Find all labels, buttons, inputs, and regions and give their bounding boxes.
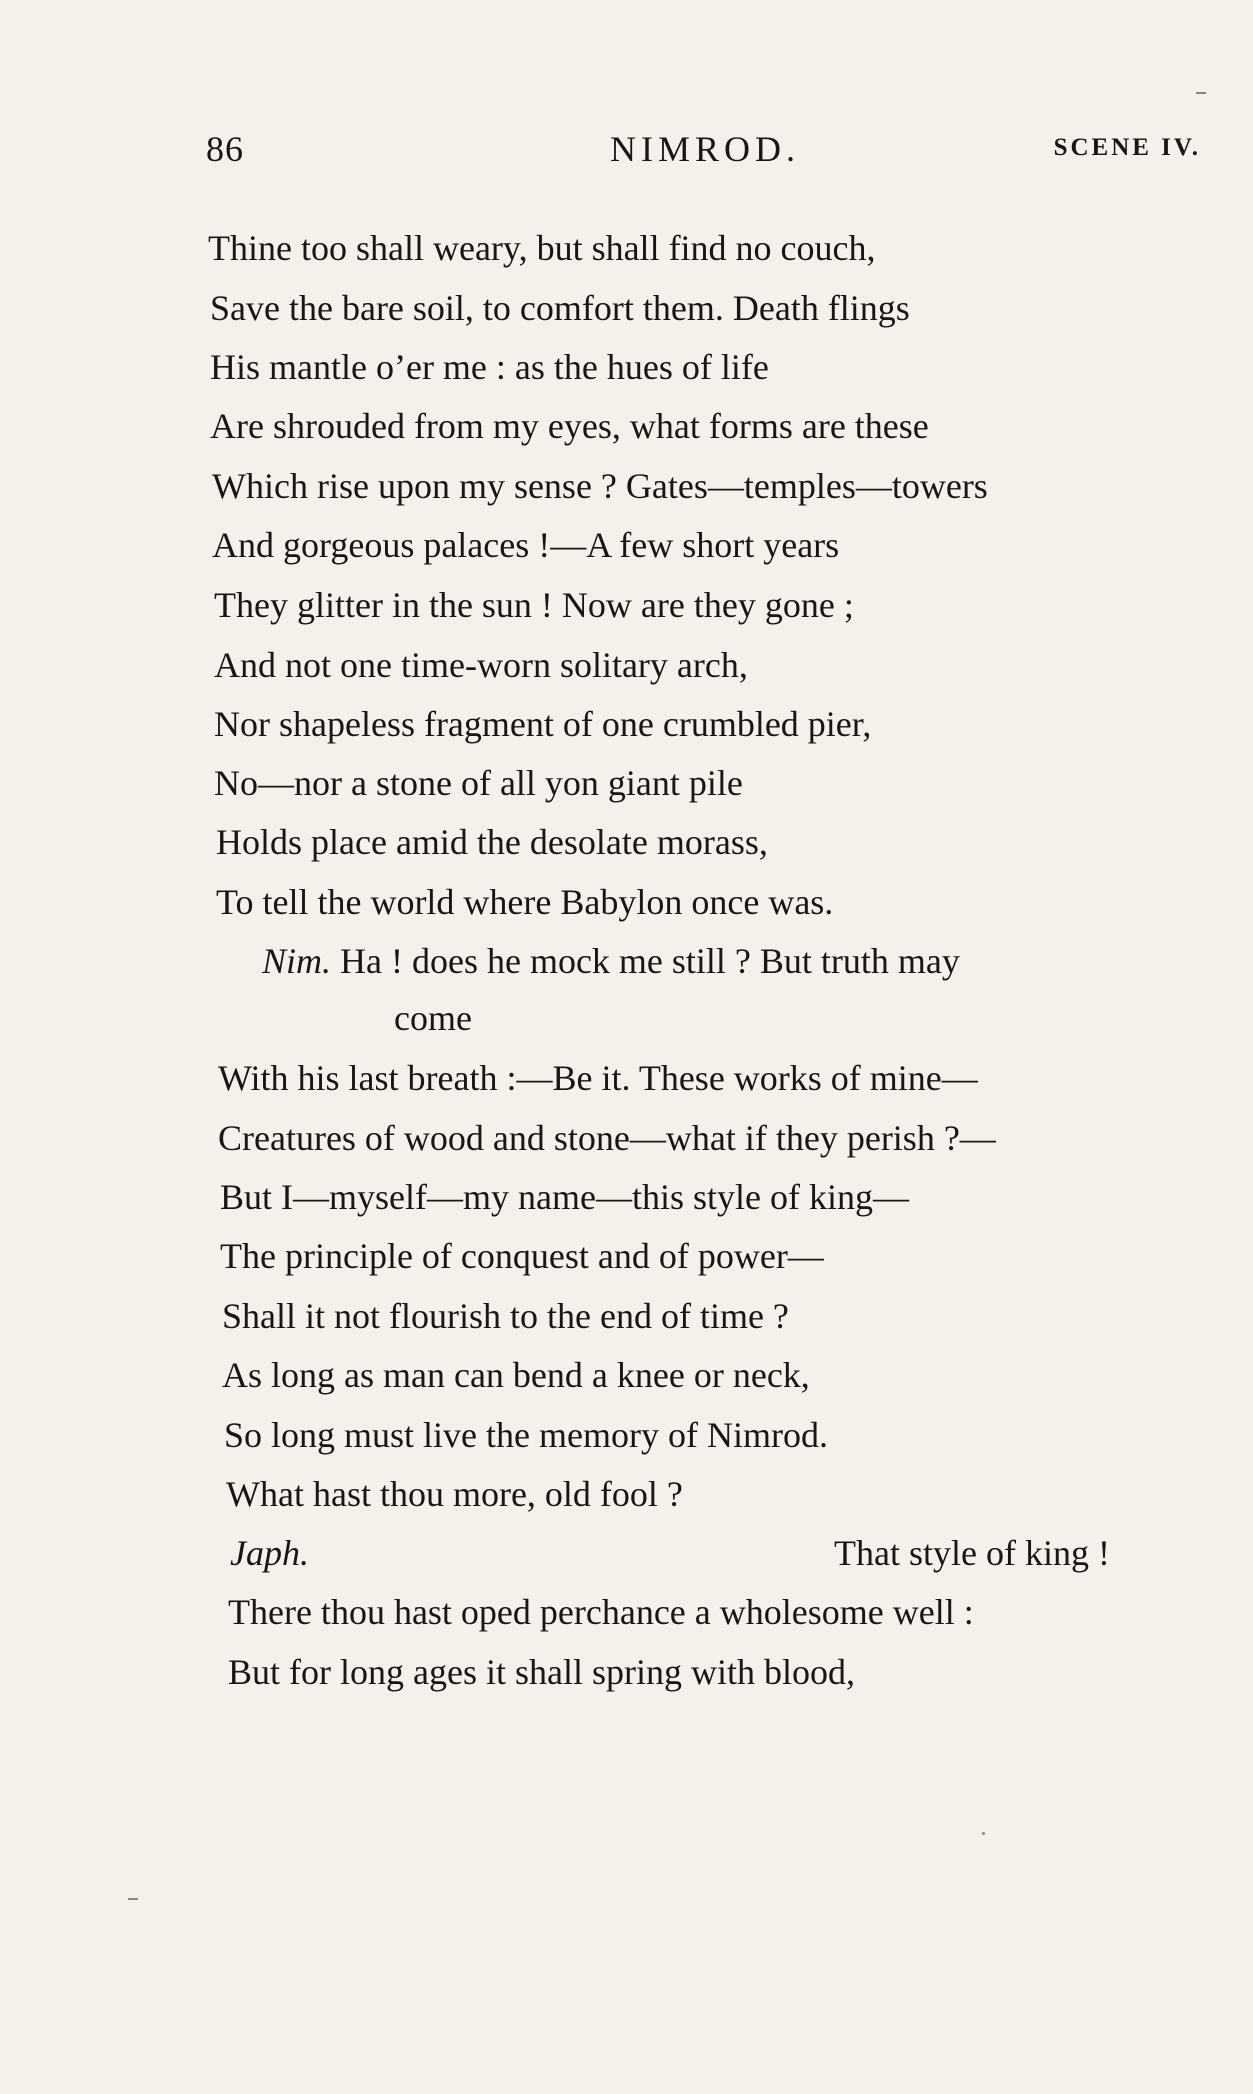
line-text: To tell the world where Babylon once was. — [216, 882, 834, 922]
line-text: come — [394, 998, 472, 1038]
line-text: And not one time-worn solitary arch, — [214, 645, 748, 685]
verse-line — [216, 876, 833, 928]
line-text: His mantle o’er me : as the hues of life — [210, 347, 769, 387]
verse-line — [222, 1290, 789, 1342]
verse-line — [218, 1052, 978, 1104]
running-title: NIMROD. — [610, 129, 801, 169]
verse-line — [212, 519, 839, 571]
verse-line — [228, 1586, 974, 1638]
verse-line — [216, 816, 768, 868]
verse-line — [214, 639, 748, 691]
line-text: Save the bare soil, to comfort them. Death flings — [210, 288, 910, 328]
verse-line — [224, 1409, 828, 1461]
verse-line — [230, 1527, 1180, 1579]
verse-line — [210, 282, 910, 334]
verse-line — [222, 1349, 810, 1401]
scan-speck — [982, 1832, 985, 1835]
page-header — [206, 128, 1201, 178]
line-text: Holds place amid the desolate morass, — [216, 822, 768, 862]
verse-line — [214, 579, 854, 631]
line-text: Shall it not flourish to the end of time ? — [222, 1296, 789, 1336]
line-text: Thine too shall weary, but shall find no couch, — [208, 228, 876, 268]
speaker-name: Nim. — [262, 941, 332, 981]
verse-line — [210, 400, 929, 452]
line-text: Are shrouded from my eyes, what forms are these — [210, 406, 929, 446]
line-text: What hast thou more, old fool ? — [226, 1474, 683, 1514]
line-text: But for long ages it shall spring with blood, — [228, 1652, 855, 1692]
line-text: No—nor a stone of all yon giant pile — [214, 763, 743, 803]
line-text: Nor shapeless fragment of one crumbled pier, — [214, 704, 872, 744]
scan-speck — [128, 1898, 138, 1900]
verse-line — [212, 460, 988, 512]
verse-line — [228, 1646, 855, 1698]
scene-label: SCENE IV. — [1053, 134, 1201, 161]
line-text: And gorgeous palaces !—A few short years — [212, 525, 840, 565]
verse-line — [214, 698, 871, 750]
line-text: Ha ! does he mock me still ? But truth may — [331, 941, 960, 981]
line-text: So long must live the memory of Nimrod. — [224, 1415, 828, 1455]
line-text: The principle of conquest and of power— — [220, 1236, 824, 1276]
page-number: 86 — [206, 129, 244, 169]
line-text: Which rise upon my sense ? Gates—temples—towers — [212, 466, 988, 506]
verse-line — [226, 1468, 683, 1520]
line-text: With his last breath :—Be it. These works of mine— — [218, 1058, 978, 1098]
line-text: There thou hast oped perchance a wholesome well : — [228, 1592, 974, 1632]
verse-line — [218, 1112, 996, 1164]
scan-speck — [1196, 92, 1206, 94]
line-text: That style of king ! — [834, 1533, 1110, 1573]
verse-line — [210, 341, 769, 393]
verse-line — [214, 757, 743, 809]
line-text: As long as man can bend a knee or neck, — [222, 1355, 810, 1395]
speaker-name: Japh. — [230, 1533, 309, 1573]
line-text: They glitter in the sun ! Now are they gone ; — [214, 585, 854, 625]
verse-line — [220, 1171, 909, 1223]
verse-line-continuation — [394, 992, 472, 1044]
line-text: But I—myself—my name—this style of king— — [220, 1177, 909, 1217]
verse-line — [220, 1230, 824, 1282]
line-text: Creatures of wood and stone—what if they perish ?— — [218, 1118, 996, 1158]
verse-line — [208, 222, 876, 274]
verse-line — [262, 935, 960, 987]
